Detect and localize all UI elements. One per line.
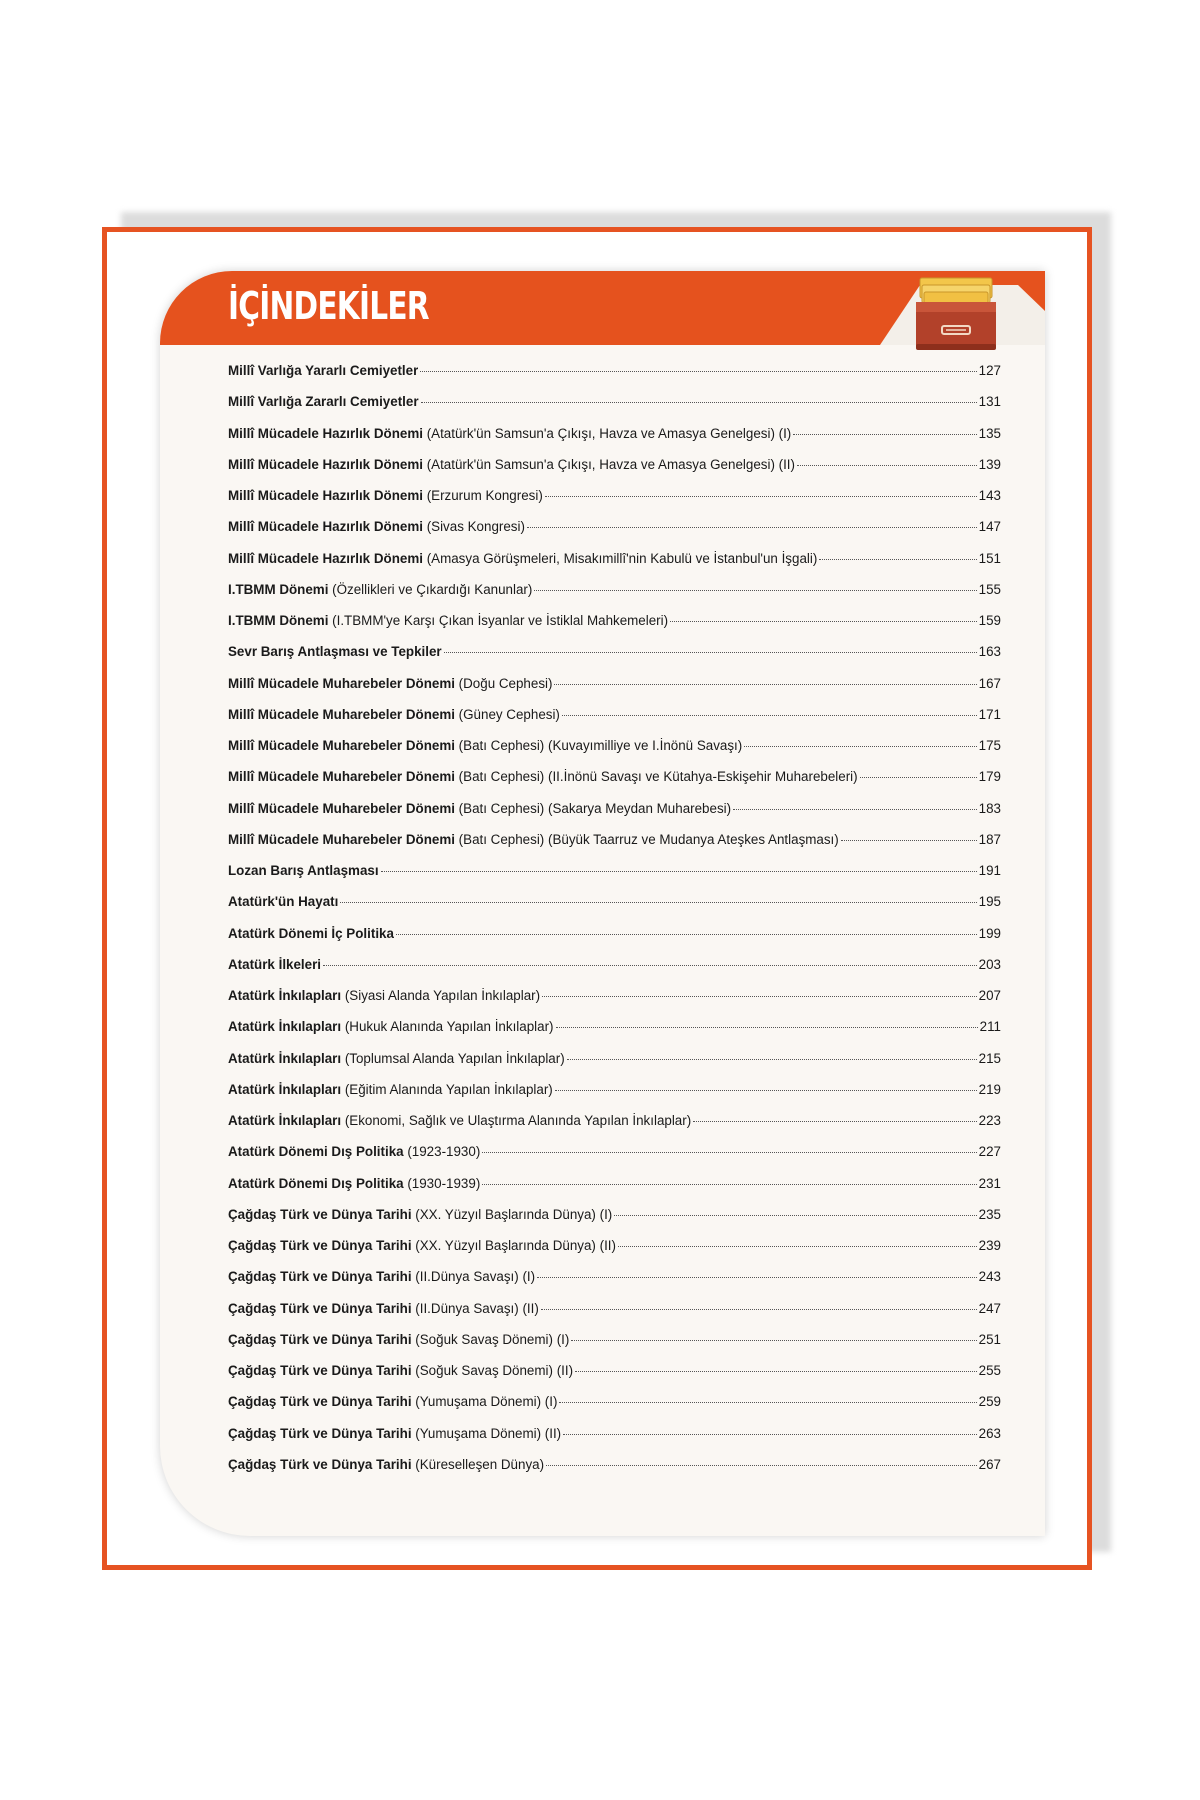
toc-entry-text [228,832,839,847]
toc-entry-subtitle: (II.Dünya Savaşı) (II) [411,1300,539,1316]
toc-entry-text [228,1394,557,1409]
toc-row[interactable] [228,1082,1001,1113]
toc-entry-text [228,488,543,503]
toc-dot-leader [562,715,977,716]
toc-entry-subtitle: (Atatürk'ün Samsun'a Çıkışı, Havza ve Amasya Genelgesi) (II) [422,456,795,472]
toc-entry-subtitle: (Hukuk Alanında Yapılan İnkılaplar) [341,1019,554,1035]
toc-entry-title: Millî Mücadele Hazırlık Dönemi [228,519,423,535]
toc-entry-title: Atatürk Dönemi İç Politika [228,925,394,941]
toc-row[interactable] [228,707,1001,738]
toc-dot-leader [797,465,977,466]
toc-entry-subtitle: (Siyasi Alanda Yapılan İnkılaplar) [341,988,541,1003]
toc-page-number: 187 [978,831,1001,847]
toc-entry-text [228,394,419,409]
toc-dot-leader [420,371,976,372]
toc-page-number: 215 [978,1050,1001,1066]
toc-entry-title: Çağdaş Türk ve Dünya Tarihi [228,1300,412,1316]
toc-dot-leader [482,1152,976,1153]
toc-entry-subtitle: (Sivas Kongresi) [422,519,525,535]
toc-entry-title: Millî Mücadele Muharebeler Dönemi [228,675,455,691]
page-title: İÇİNDEKİLER [228,284,429,328]
toc-entry-text [228,1176,480,1191]
toc-entry-title: Atatürk'ün Hayatı [228,894,339,910]
toc-entry-text [228,1207,612,1222]
toc-page-number: 139 [978,456,1001,472]
toc-entry-subtitle: (Atatürk'ün Samsun'a Çıkışı, Havza ve Amasya Genelgesi) (I) [422,425,792,441]
toc-dot-leader [575,1371,977,1372]
toc-entry-subtitle: (Amasya Görüşmeleri, Misakımillî'nin Kabulü ve İstanbul'un İşgali) [422,550,818,566]
toc-dot-leader [618,1246,977,1247]
toc-page-number: 199 [978,925,1001,941]
toc-dot-leader [546,1465,977,1466]
toc-entry-title: Millî Mücadele Muharebeler Dönemi [228,800,455,816]
toc-page-number: 167 [978,675,1001,691]
toc-entry-subtitle: (Yumuşama Dönemi) (II) [411,1425,562,1441]
toc-page-number: 195 [978,894,1001,910]
toc-page-number: 211 [979,1019,1001,1035]
toc-row[interactable] [228,801,1001,832]
toc-page-number: 231 [978,1175,1001,1191]
toc-dot-leader [571,1340,976,1341]
toc-entry-text [228,426,791,441]
toc-page-number: 163 [978,644,1001,660]
toc-row[interactable] [228,988,1001,1019]
toc-page-number: 259 [978,1394,1001,1410]
toc-page-number: 155 [978,581,1001,597]
toc-entry-title: Millî Mücadele Muharebeler Dönemi [228,706,455,722]
toc-entry-text [228,957,321,972]
toc-entry-text [228,1238,616,1253]
toc-entry-title: Çağdaş Türk ve Dünya Tarihi [228,1363,412,1378]
toc-row[interactable] [228,1426,1001,1457]
toc-dot-leader [527,527,977,528]
toc-page-number: 255 [978,1363,1001,1378]
toc-page-number: 159 [978,613,1001,628]
toc-entry-title: Çağdaş Türk ve Dünya Tarihi [228,1331,412,1347]
toc-entry-subtitle: (1930-1939) [403,1175,481,1191]
toc-entry-text [228,738,742,753]
toc-page-number: 183 [978,800,1001,816]
toc-entry-text [228,988,540,1003]
toc-entry-text [228,644,442,659]
toc-page-number: 143 [978,488,1001,503]
toc-entry-text [228,519,525,534]
toc-entry-title: I.TBMM Dönemi [228,613,329,628]
toc-dot-leader [340,902,976,903]
toc-entry-subtitle: (Soğuk Savaş Dönemi) (I) [411,1331,570,1347]
toc-page-number: 263 [978,1425,1001,1441]
toc-entry-title: Çağdaş Türk ve Dünya Tarihi [228,1238,412,1253]
toc-entry-title: Çağdaş Türk ve Dünya Tarihi [228,1394,412,1410]
toc-row[interactable] [228,1269,1001,1300]
toc-dot-leader [421,402,977,403]
toc-row[interactable] [228,426,1001,457]
toc-row[interactable] [228,1113,1001,1144]
toc-entry-text [228,551,817,566]
toc-dot-leader [744,746,976,747]
toc-entry-subtitle: (I.TBMM'ye Karşı Çıkan İsyanlar ve İstiklal Mahkemeleri) [328,613,669,628]
toc-dot-leader [444,652,977,653]
toc-entry-title: Atatürk İnkılapları [228,1113,342,1128]
toc-dot-leader [841,840,977,841]
toc-entry-title: Millî Varlığa Yararlı Cemiyetler [228,363,419,378]
toc-entry-title: Millî Varlığa Zararlı Cemiyetler [228,394,419,410]
toc-entry-title: I.TBMM Dönemi [228,581,329,597]
toc-row[interactable] [228,769,1001,800]
toc-page-number: 175 [978,738,1001,753]
toc-entry-title: Atatürk İnkılapları [228,988,342,1003]
toc-entry-subtitle: (Batı Cephesi) (Kuvayımilliye ve I.İnönü Savaşı) [454,738,743,753]
toc-row[interactable] [228,863,1001,894]
toc-row[interactable] [228,894,1001,925]
toc-row[interactable] [228,832,1001,863]
toc-page-number: 207 [978,988,1001,1003]
toc-page-number: 147 [978,519,1001,535]
toc-page-number: 235 [978,1206,1001,1222]
toc-page-number: 251 [978,1331,1001,1347]
toc-page-number: 131 [978,394,1001,410]
toc-row[interactable] [228,613,1001,644]
toc-entry-text [228,1301,539,1316]
toc-entry-subtitle: (Ekonomi, Sağlık ve Ulaştırma Alanında Yapılan İnkılaplar) [341,1113,692,1128]
toc-row[interactable] [228,488,1001,519]
toc-row[interactable] [228,1332,1001,1363]
toc-entry-subtitle: (1923-1930) [403,1144,481,1160]
toc-dot-leader [381,871,977,872]
toc-entry-subtitle: (Soğuk Savaş Dönemi) (II) [411,1363,574,1378]
toc-entry-title: Millî Mücadele Hazırlık Dönemi [228,425,423,441]
toc-row[interactable] [228,363,1001,394]
toc-page-number: 247 [978,1300,1001,1316]
toc-entry-title: Sevr Barış Antlaşması ve Tepkiler [228,644,442,660]
toc-page-number: 227 [978,1144,1001,1160]
toc-dot-leader [323,965,977,966]
toc-dot-leader [555,1090,977,1091]
toc-entry-text [228,457,795,472]
toc-entry-text [228,1113,691,1128]
toc-dot-leader [860,777,977,778]
toc-row[interactable] [228,1144,1001,1175]
toc-entry-title: Millî Mücadele Muharebeler Dönemi [228,769,455,785]
toc-row[interactable] [228,394,1001,425]
toc-entry-text [228,1269,535,1284]
toc-entry-text [228,1019,554,1034]
toc-entry-text [228,801,731,816]
toc-entry-text [228,1363,573,1378]
toc-row[interactable] [228,1207,1001,1238]
toc-page-number: 179 [978,769,1001,785]
toc-entry-title: Millî Mücadele Muharebeler Dönemi [228,738,455,753]
toc-page-number: 267 [978,1456,1001,1472]
toc-entry-title: Atatürk İnkılapları [228,1019,342,1035]
toc-entry-title: Atatürk Dönemi Dış Politika [228,1175,404,1191]
toc-entry-title: Millî Mücadele Hazırlık Dönemi [228,456,423,472]
toc-dot-leader [396,934,977,935]
toc-entry-subtitle: (Batı Cephesi) (Sakarya Meydan Muharebesi) [454,800,732,816]
toc-row[interactable] [228,1301,1001,1332]
toc-dot-leader [482,1184,976,1185]
toc-entry-text [228,769,858,784]
toc-dot-leader [554,684,976,685]
toc-dot-leader [819,559,976,560]
toc-row[interactable] [228,1238,1001,1269]
toc-entry-title: Çağdaş Türk ve Dünya Tarihi [228,1425,412,1441]
toc-row[interactable] [228,644,1001,675]
toc-dot-leader [541,1309,977,1310]
toc-entry-subtitle: (II.Dünya Savaşı) (I) [411,1269,536,1285]
toc-page-number: 203 [978,956,1001,972]
toc-dot-leader [614,1215,976,1216]
toc-dot-leader [793,434,976,435]
toc-entry-subtitle: (Doğu Cephesi) [454,675,553,691]
toc-dot-leader [556,1027,978,1028]
toc-entry-subtitle: (Toplumsal Alanda Yapılan İnkılaplar) [341,1050,565,1066]
toc-entry-subtitle: (Güney Cephesi) [454,706,560,722]
toc-entry-text [228,1426,561,1441]
toc-entry-subtitle: (Batı Cephesi) (Büyük Taarruz ve Mudanya Ateşkes Antlaşması) [454,831,839,847]
toc-entry-subtitle: (Yumuşama Dönemi) (I) [411,1394,558,1410]
toc-page-number: 223 [978,1113,1001,1128]
toc-entry-subtitle: (Küreselleşen Dünya) [411,1456,545,1472]
toc-row[interactable] [228,519,1001,550]
toc-dot-leader [545,496,977,497]
toc-entry-title: Atatürk İlkeleri [228,956,322,972]
toc-entry-subtitle: (Özellikleri ve Çıkardığı Kanunlar) [328,581,533,597]
toc-entry-text [228,582,532,597]
toc-row[interactable] [228,676,1001,707]
toc-entry-title: Atatürk Dönemi Dış Politika [228,1144,404,1160]
toc-row[interactable] [228,582,1001,613]
toc-dot-leader [563,1434,977,1435]
toc-row[interactable] [228,1176,1001,1207]
toc-dot-leader [693,1121,976,1122]
toc-entry-title: Millî Mücadele Hazırlık Dönemi [228,550,423,566]
toc-entry-title: Çağdaş Türk ve Dünya Tarihi [228,1269,412,1285]
toc-page-number: 219 [978,1081,1001,1097]
toc-row[interactable] [228,1457,1001,1488]
toc-entry-text [228,1082,553,1097]
toc-entry-text [228,707,560,722]
toc-entry-text [228,926,394,941]
toc-dot-leader [542,996,977,997]
toc-entry-text [228,1051,565,1066]
toc-row[interactable] [228,1394,1001,1425]
toc-page-number: 239 [978,1238,1001,1253]
toc-entry-text [228,613,668,628]
toc-dot-leader [733,809,977,810]
toc-entry-title: Çağdaş Türk ve Dünya Tarihi [228,1206,412,1222]
toc-entry-text [228,363,418,378]
toc-list [228,363,1001,1488]
toc-row[interactable] [228,926,1001,957]
toc-entry-text [228,676,552,691]
toc-dot-leader [670,621,977,622]
toc-row[interactable] [228,738,1001,769]
toc-entry-title: Atatürk İnkılapları [228,1050,342,1066]
toc-row[interactable] [228,551,1001,582]
toc-row[interactable] [228,1051,1001,1082]
toc-dot-leader [559,1402,976,1403]
toc-row[interactable] [228,1019,1001,1050]
toc-entry-text [228,863,379,878]
toc-entry-text [228,1144,480,1159]
toc-entry-title: Lozan Barış Antlaşması [228,863,379,878]
toc-entry-title: Atatürk İnkılapları [228,1081,342,1097]
toc-entry-text [228,894,338,909]
toc-page-number: 243 [978,1269,1001,1285]
toc-row[interactable] [228,1363,1001,1394]
toc-dot-leader [534,590,976,591]
toc-page-number: 171 [978,706,1001,722]
toc-entry-text [228,1457,544,1472]
archive-drawer-icon [912,274,1000,356]
toc-entry-subtitle: (XX. Yüzyıl Başlarında Dünya) (II) [411,1238,616,1253]
toc-page-number: 135 [978,425,1001,441]
toc-entry-subtitle: (Eğitim Alanında Yapılan İnkılaplar) [341,1081,553,1097]
toc-entry-subtitle: (Batı Cephesi) (II.İnönü Savaşı ve Kütahya-Eskişehir Muharebeleri) [454,769,858,785]
toc-entry-title: Çağdaş Türk ve Dünya Tarihi [228,1456,412,1472]
toc-entry-title: Millî Mücadele Hazırlık Dönemi [228,488,423,503]
toc-row[interactable] [228,957,1001,988]
toc-dot-leader [567,1059,977,1060]
toc-page-number: 127 [978,363,1001,378]
toc-entry-subtitle: (XX. Yüzyıl Başlarında Dünya) (I) [411,1206,613,1222]
toc-dot-leader [537,1277,977,1278]
toc-entry-text [228,1332,569,1347]
toc-row[interactable] [228,457,1001,488]
toc-page-number: 151 [978,550,1001,566]
toc-page-number: 191 [978,863,1001,878]
toc-entry-subtitle: (Erzurum Kongresi) [422,488,543,503]
toc-entry-title: Millî Mücadele Muharebeler Dönemi [228,831,455,847]
